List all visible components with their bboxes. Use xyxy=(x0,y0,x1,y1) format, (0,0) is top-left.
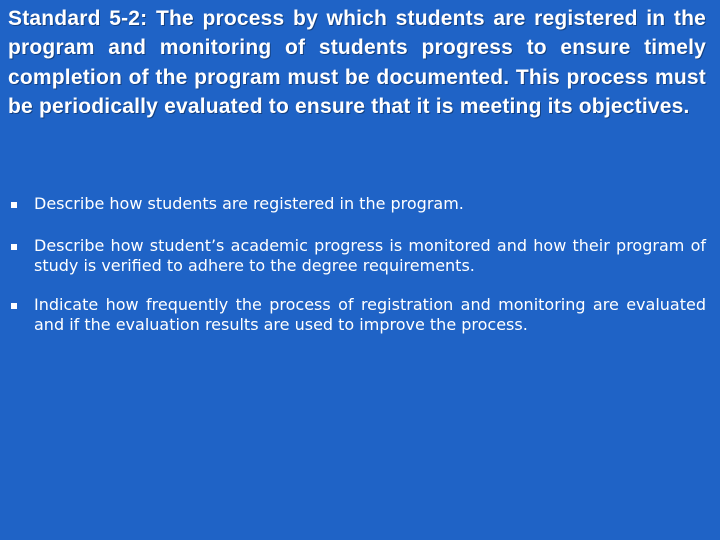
square-bullet-icon xyxy=(11,303,17,309)
bullet-text: Describe how students are registered in the program. xyxy=(34,194,464,213)
slide-title: Standard 5-2: The process by which students are registered in the program and monitoring of students progress to ensure timely completion of the program must be documented. This process must be periodically evaluated to ensure that it is meeting its objectives. xyxy=(8,7,706,119)
bullet-item-evaluation xyxy=(0,295,706,335)
bullet-list xyxy=(0,194,720,354)
square-bullet-icon xyxy=(11,244,17,250)
bullet-item-monitoring xyxy=(0,236,706,276)
bullet-text: Indicate how frequently the process of registration and monitoring are evaluated and if the evaluation results are used to improve the process. xyxy=(34,295,706,334)
square-bullet-icon xyxy=(11,202,17,208)
bullet-text: Describe how student’s academic progress is monitored and how their program of study is verified to adhere to the degree requirements. xyxy=(34,236,706,275)
bullet-item-registration xyxy=(0,194,706,214)
